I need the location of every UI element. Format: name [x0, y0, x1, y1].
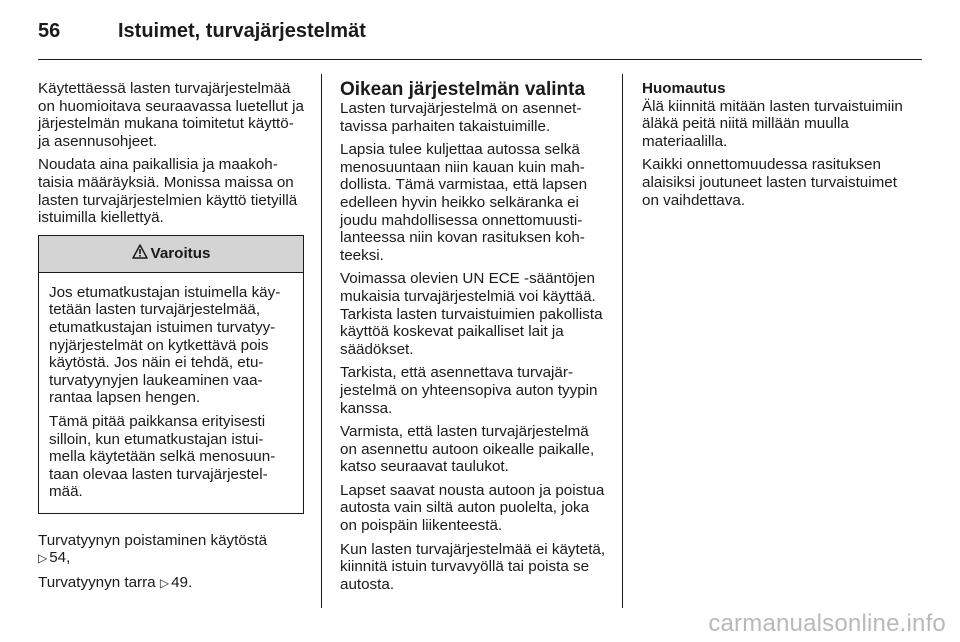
paragraph: Kun lasten turvajärjestelmää ei käytetä, kiinnitä istuin turvavyöllä tai poista se autosta.	[340, 540, 606, 593]
warning-paragraph: Jos etumatkustajan istuimella käytetään lasten turvajärjestelmää, etumatkustajan istuimen turvatyynyjärjestelmät on kytkettävä pois käytöstä. Jos näin ei tehdä, etuturvatyynyjen laukeaminen vaarantaa lapsen hengen.	[49, 283, 281, 407]
column-divider-1	[321, 74, 322, 608]
section-heading: Oikean järjestelmän valinta	[340, 79, 586, 100]
page-reference-arrow-icon: ▷	[38, 551, 48, 566]
warning-header	[39, 236, 303, 273]
watermark: carmanualsonline.info	[708, 610, 946, 637]
page-reference-arrow-icon: ▷	[159, 576, 170, 591]
warning-label: Varoitus	[150, 244, 211, 262]
paragraph: Kaikki onnettomuudessa rasituksen alaisiksi joutuneet lasten turvaistuimet on vaihdettava.	[642, 156, 897, 209]
header-divider	[38, 59, 922, 60]
paragraph: Käytettäessä lasten turvajärjestelmää on huomioitava seuraavassa luetellut ja järjestelmän mukana toimitetut käyttö- ja asennusohjeet.	[38, 80, 304, 150]
paragraph: Lapsia tulee kuljettaa autossa selkä menosuuntaan niin kauan kuin mahdollista. Tämä varmistaa, että lapsen edelleen hyvin heikko selkäranka ei joudu mahdollisessa onnettomuustilanteessa niin kovan rasituksen kohteeksi.	[340, 141, 588, 264]
column-divider-2	[622, 74, 623, 608]
note-label: Huomautus	[642, 80, 726, 97]
cross-reference	[38, 574, 304, 593]
paragraph: Älä kiinnitä mitään lasten turvaistuimiin äläkä peitä niitä millään muulla materiaalilla.	[642, 97, 903, 150]
column-3	[642, 80, 908, 215]
column-1	[38, 80, 304, 599]
paragraph: Lasten turvajärjestelmä on asennettavissa parhaiten takaistuimille.	[340, 100, 582, 135]
paragraph: Tarkista, että asennettava turvajärjestelmä on yhteensopiva auton tyypin kanssa.	[340, 364, 598, 417]
paragraph: Noudata aina paikallisia ja maakohtaisia määräyksiä. Monissa maissa on lasten turvajärjestelmien käyttö tietyillä istuimilla kiellettyä.	[38, 156, 298, 227]
paragraph: Lapset saavat nousta autoon ja poistua autosta vain siltä auton puolelta, joka on poispäin liikenteestä.	[340, 481, 605, 535]
cross-reference	[38, 532, 304, 568]
reference-page-link[interactable]: 54,	[49, 549, 71, 567]
warning-body	[39, 273, 303, 513]
paragraph: Varmista, että lasten turvajärjestelmä on asennettu autoon oikealle paikalle, katso seuraavat taulukot.	[340, 423, 595, 476]
page-number: 56	[38, 20, 61, 42]
warning-triangle-icon	[132, 244, 148, 264]
column-2	[340, 80, 606, 599]
reference-page-link[interactable]: 49.	[171, 574, 193, 592]
reference-text: Turvatyynyn tarra	[38, 574, 156, 592]
warning-box	[38, 235, 304, 514]
page-title: Istuimet, turvajärjestelmät	[118, 20, 366, 42]
reference-text: Turvatyynyn poistaminen käytöstä	[38, 531, 268, 549]
paragraph: Voimassa olevien UN ECE -sääntöjen mukaisia turvajärjestelmiä voi käyttää. Tarkista lasten turvaistuimien pakollista käyttöä koskevat paikalliset lait ja säädökset.	[340, 270, 603, 358]
warning-paragraph: Tämä pitää paikkansa erityisesti silloin, kun etumatkustajan istuimella käytetään selkä menosuuntaan olevaa lasten turvajärjestelmää.	[49, 412, 276, 501]
